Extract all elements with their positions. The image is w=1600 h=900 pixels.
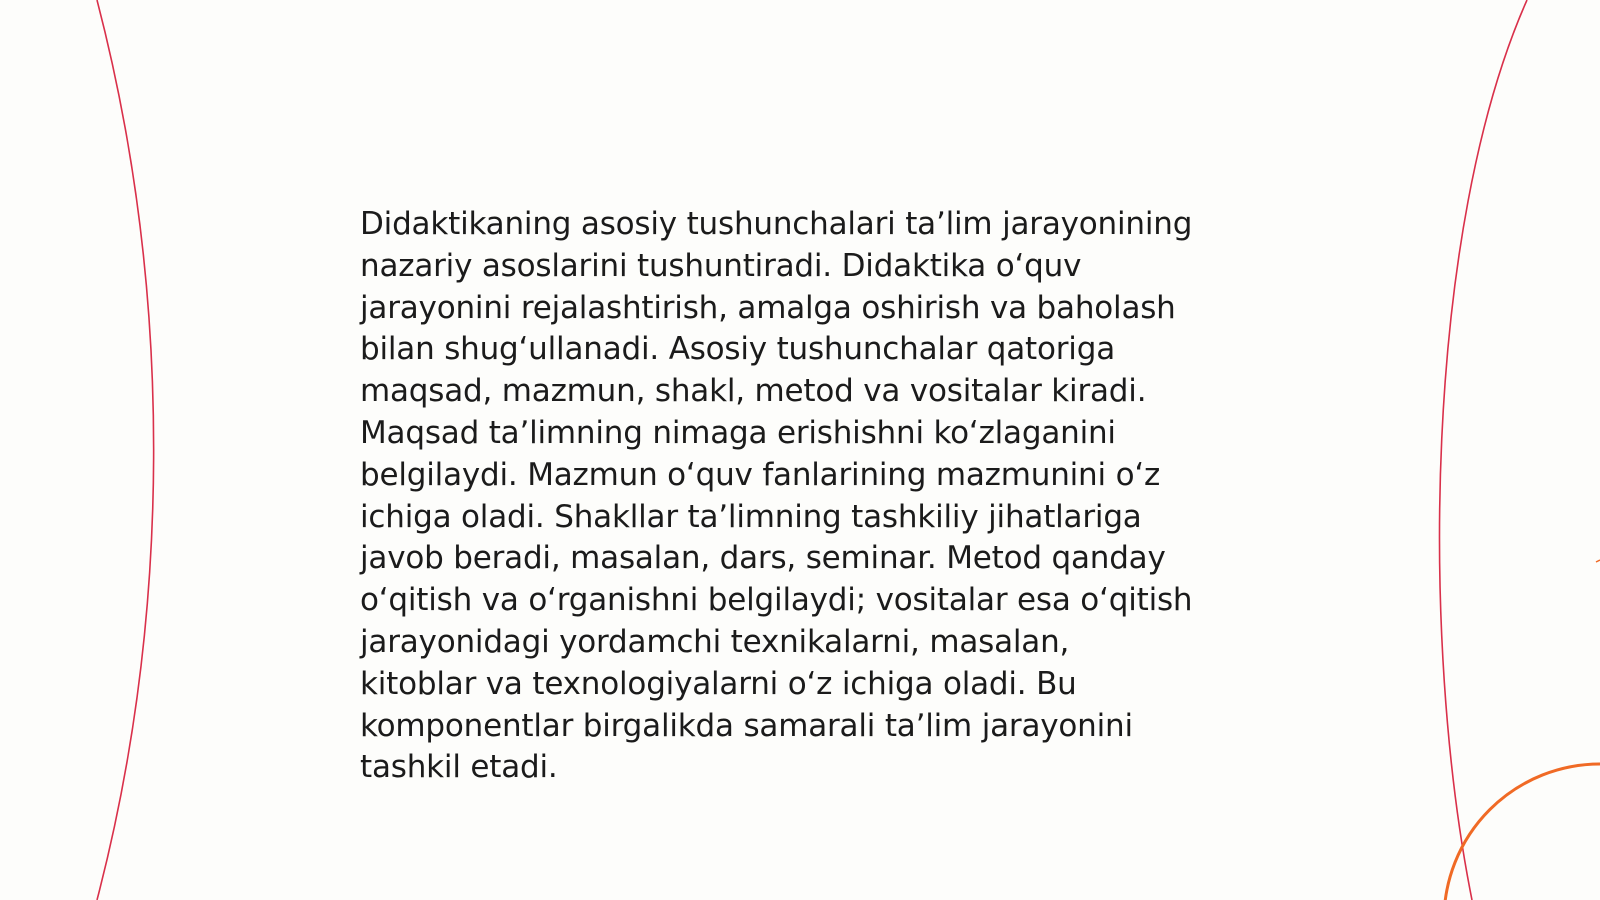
paragraph-line: belgilaydi. Mazmun o‘quv fanlarining mazmunini o‘z xyxy=(360,456,1161,493)
paragraph-line: jarayonini rejalashtirish, amalga oshirish va baholash xyxy=(360,289,1176,326)
right-arc xyxy=(1440,0,1527,900)
right-edge-tick xyxy=(1596,560,1600,562)
paragraph-line: Didaktikaning asosiy tushunchalari ta’lim jarayonining xyxy=(360,206,1193,242)
paragraph-line: Maqsad ta’limning nimaga erishishni ko‘zlaganini xyxy=(360,414,1116,451)
paragraph-line: tashkil etadi. xyxy=(360,749,558,786)
body-paragraph xyxy=(360,204,1260,789)
paragraph-line: bilan shug‘ullanadi. Asosiy tushunchalar qatoriga xyxy=(360,331,1115,368)
paragraph-line: nazariy asoslarini tushuntiradi. Didaktika o‘quv xyxy=(360,247,1082,284)
paragraph-line: javob beradi, masalan, dars, seminar. Metod qanday xyxy=(360,540,1166,577)
paragraph-line: o‘qitish va o‘rganishni belgilaydi; vositalar esa o‘qitish xyxy=(360,582,1193,619)
left-arc xyxy=(97,0,154,900)
paragraph-line: kitoblar va texnologiyalarni o‘z ichiga oladi. Bu xyxy=(360,665,1077,702)
paragraph-line: maqsad, mazmun, shakl, metod va vositalar kiradi. xyxy=(360,373,1147,410)
paragraph-line: jarayonidagi yordamchi texnikalarni, masalan, xyxy=(360,623,1070,660)
paragraph-line: ichiga oladi. Shakllar ta’limning tashkiliy jihatlariga xyxy=(360,498,1142,535)
paragraph-line: komponentlar birgalikda samarali ta’lim jarayonini xyxy=(360,707,1133,744)
